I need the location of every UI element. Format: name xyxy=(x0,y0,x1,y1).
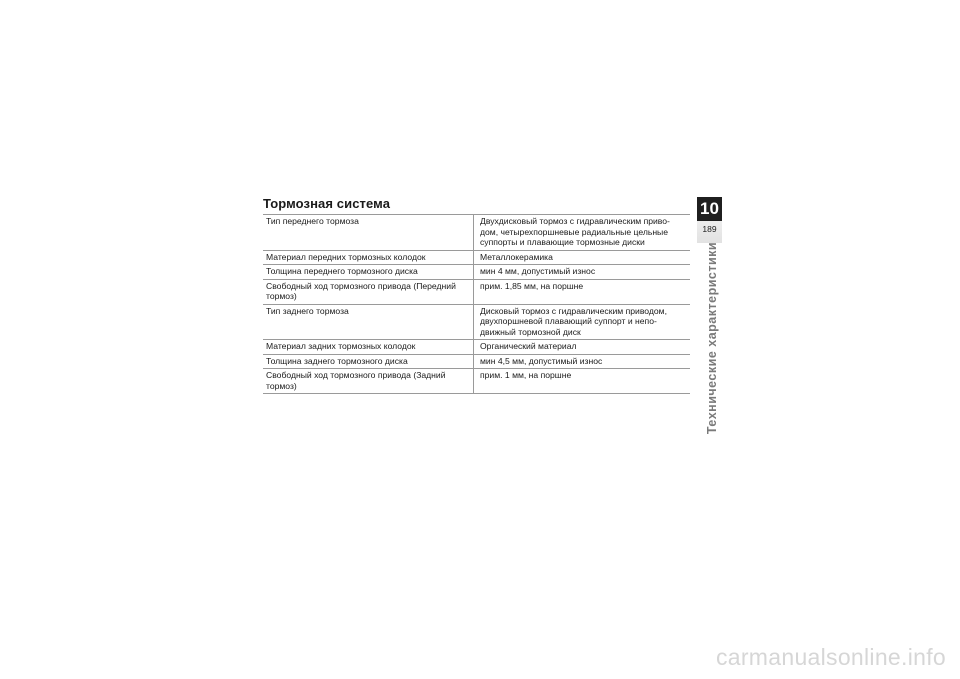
spec-value: Органический материал xyxy=(474,340,691,355)
chapter-tab xyxy=(697,197,722,243)
spec-label: Толщина переднего тормозного диска xyxy=(263,265,474,280)
spec-label: Материал передних тормозных колодок xyxy=(263,250,474,265)
spec-label: Материал задних тормозных колодок xyxy=(263,340,474,355)
spec-label: Толщина заднего тормозного диска xyxy=(263,354,474,369)
spec-label: Свободный ход тормозного привода (Задний тормоз) xyxy=(263,369,474,394)
spec-value: мин 4,5 мм, допустимый износ xyxy=(474,354,691,369)
page-title: Тормозная система xyxy=(263,196,391,211)
spec-value: Металлокерамика xyxy=(474,250,691,265)
table-row xyxy=(263,265,690,280)
watermark: carmanualsonline.info xyxy=(715,644,946,670)
spec-value: мин 4 мм, допустимый износ xyxy=(474,265,691,280)
page-number: 189 xyxy=(702,224,717,234)
table-row xyxy=(263,354,690,369)
spec-table xyxy=(263,214,690,394)
spec-label: Свободный ход тормозного привода (Передний тормоз) xyxy=(263,279,474,304)
side-chapter-title: Технические характеристики xyxy=(705,241,719,435)
spec-value: прим. 1 мм, на поршне xyxy=(474,369,691,394)
spec-label: Тип переднего тормоза xyxy=(263,215,474,251)
spec-label: Тип заднего тормоза xyxy=(263,304,474,340)
table-row xyxy=(263,304,690,340)
table-row xyxy=(263,250,690,265)
spec-value: Двухдисковый тормоз с гидравлическим приво- дом, четырехпоршневые радиальные цельные суппорты и плавающие тормозные диски xyxy=(474,215,691,251)
table-row xyxy=(263,340,690,355)
table-row xyxy=(263,279,690,304)
table-row xyxy=(263,369,690,394)
table-row xyxy=(263,215,690,251)
spec-value: Дисковый тормоз с гидравлическим приводом, двухпоршневой плавающий суппорт и непо- движный тормозной диск xyxy=(474,304,691,340)
spec-value: прим. 1,85 мм, на поршне xyxy=(474,279,691,304)
chapter-number: 10 xyxy=(700,199,719,218)
